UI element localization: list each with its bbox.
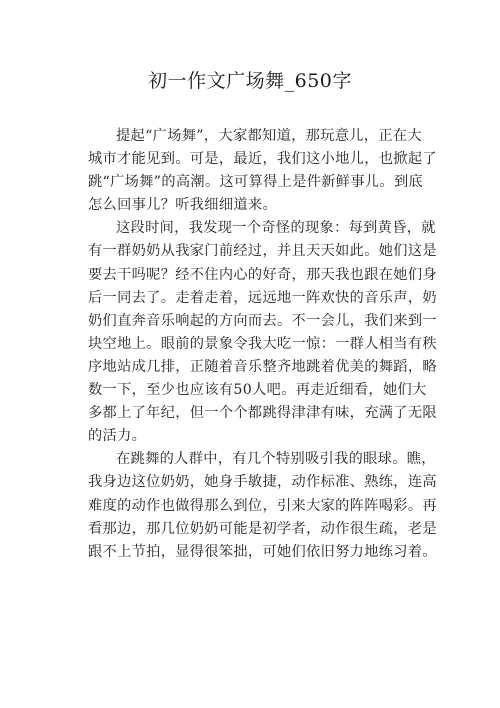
text-line: 序地站成几排，正随着音乐整齐地跳着优美的舞蹈，略 (88, 358, 437, 375)
text-line: 这段时间，我发现一个奇怪的现象：每到黄昏，就 (116, 220, 436, 237)
text-line: 数一下，至少也应该有50人吧。再走近细看，她们大 (88, 382, 427, 399)
text-line: 在跳舞的人群中，有几个特别吸引我的眼球。瞧， (116, 451, 436, 468)
text-line: 我身边这位奶奶，她身手敏捷，动作标准、熟练，连高 (88, 474, 437, 491)
paragraph-3 (88, 448, 437, 563)
text-line: 城市才能见到。可是，最近，我们这小地儿，也掀起了 (88, 151, 437, 168)
text-line: 的活力。 (88, 428, 147, 445)
paragraph-1 (88, 125, 437, 217)
paragraph-2 (88, 217, 437, 448)
text-line: 要去干吗呢？经不住内心的好奇，那天我也跟在她们身 (88, 266, 437, 283)
text-line: 难度的动作也做得那么到位，引来大家的阵阵喝彩。再 (88, 497, 437, 514)
text-line: 跟不上节拍，显得很笨拙，可她们依旧努力地练习着。 (88, 543, 437, 560)
text-line: 怎么回事儿？听我细细道来。 (88, 197, 277, 214)
text-line: 块空地上。眼前的景象令我大吃一惊：一群人相当有秩 (88, 335, 437, 352)
text-line: 后一同去了。走着走着，远远地一阵欢快的音乐声，奶 (88, 289, 437, 306)
text-line: 奶们直奔音乐响起的方向而去。不一会儿，我们来到一 (88, 312, 437, 329)
text-line: 多都上了年纪，但一个个都跳得津津有味，充满了无限 (88, 405, 437, 422)
text-line: 跳“广场舞”的高潮。这可算得上是件新鲜事儿。到底 (88, 174, 424, 191)
page-title: 初一作文广场舞_650字 (148, 70, 352, 92)
article-body (88, 125, 437, 564)
text-line: 有一群奶奶从我家门前经过，并且天天如此。她们这是 (88, 243, 437, 260)
text-line: 提起“广场舞”，大家都知道，那玩意儿，正在大 (116, 128, 422, 144)
text-line: 看那边，那几位奶奶可能是初学者，动作很生疏，老是 (88, 520, 437, 537)
